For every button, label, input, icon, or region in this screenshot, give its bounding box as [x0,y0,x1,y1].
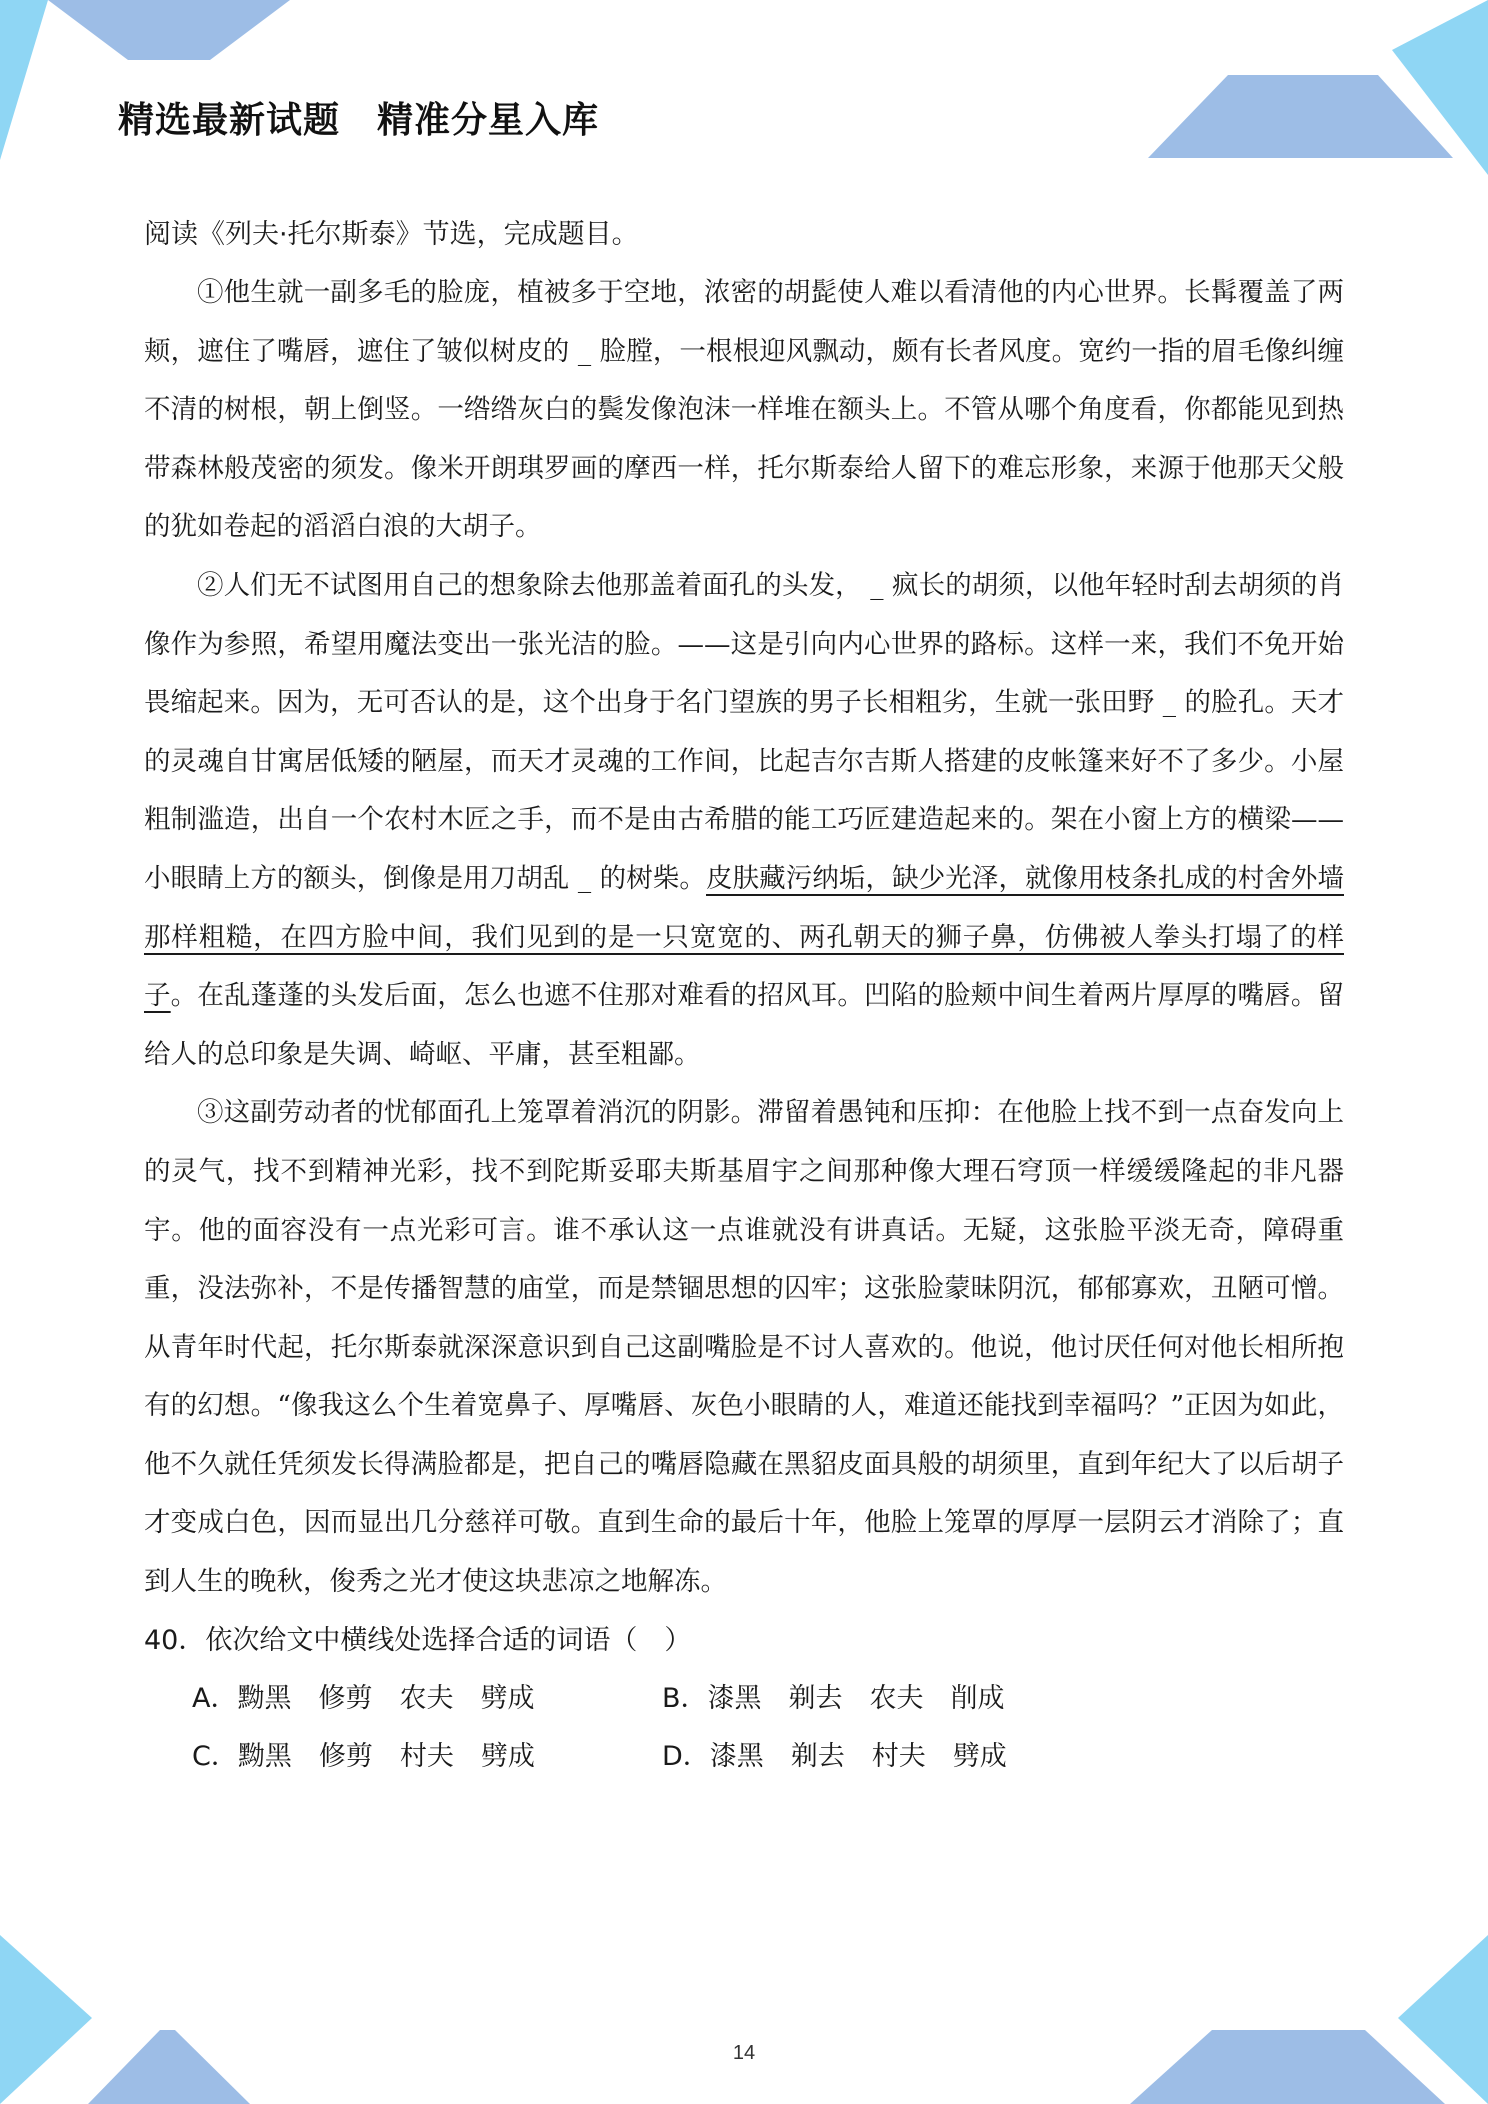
passage-paragraph-3: ③这副劳动者的忧郁面孔上笼罩着消沉的阴影。滞留着愚钝和压抑：在他脸上找不到一点奋发向上的灵气，找不到精神光彩，找不到陀斯妥耶夫斯基眉宇之间那种像大理石穹顶一样缓缓隆起的非凡器宇。他的面容没有一点光彩可言。谁不承认这一点谁就没有讲真话。无疑，这张脸平淡无奇，障碍重重，没法弥补，不是传播智慧的庙堂，而是禁锢思想的囚牢；这张脸蒙昧阴沉，郁郁寡欢，丑陋可憎。从青年时代起，托尔斯泰就深深意识到自己这副嘴脸是不讨人喜欢的。他说，他讨厌任何对他长相所抱有的幻想。“像我这么个生着宽鼻子、厚嘴唇、灰色小眼睛的人，难道还能找到幸福吗？”正因为如此，他不久就任凭须发长得满脸都是，把自己的嘴唇隐藏在黑貂皮面具般的胡须里，直到年纪大了以后胡子才变成白色，因而显出几分慈祥可敬。直到生命的最后十年，他脸上笼罩的厚厚一层阴云才消除了；直到人生的晚秋，俊秀之光才使这块悲凉之地解冻。 [144,1097,1344,1598]
top-right-triangle [1392,0,1488,175]
passage-paragraph-2 [144,557,1344,1084]
option-a: A．黝黑 修剪 农夫 劈成 [192,1682,535,1714]
top-left-triangle [0,0,48,160]
exam-content [144,206,1344,1786]
top-right-trapezoid [1148,75,1453,158]
option-b: B．漆黑 剃去 农夫 削成 [662,1682,1005,1714]
top-left-trapezoid [48,0,290,60]
page-header-title: 精选最新试题 精准分星入库 [118,100,600,141]
bottom-right-triangle [1398,1935,1488,2104]
underlined-sentence: 皮肤藏污纳垢，缺少光泽，就像用枝条扎成的村舍外墙那样粗糙，在四方脸中间，我们见到的是一只宽宽的、两孔朝天的狮子鼻，仿佛被人拳头打塌了的样子 [144,862,1344,1012]
paragraph-2-text: ②人们无不试图用自己的想象除去他那盖着面孔的头发， _ 疯长的胡须，以他年轻时刮去胡须的肖像作为参照，希望用魔法变出一张光洁的脸。——这是引向内心世界的路标。这样一来，我们不免开始畏缩起来。因为，无可否认的是，这个出身于名门望族的男子长相粗劣，生就一张田野 _ 的脸孔。天才的灵魂自甘寓居低矮的陋屋，而天才灵魂的工作间，比起吉尔吉斯人搭建的皮帐篷来好不了多少。小屋粗制滥造，出自一个农村木匠之手，而不是由古希腊的能工巧匠建造起来的。架在小窗上方的横梁——小眼睛上方的额头，倒像是用刀胡乱 _ 的树柴。 [144,569,1344,894]
question-40-options [144,1670,1344,1786]
question-40-stem: 40．依次给文中横线处选择合适的词语（ ） [144,1624,692,1656]
option-d: D．漆黑 剃去 村夫 劈成 [662,1740,1007,1772]
paragraph-2-text-end: 。在乱蓬蓬的头发后面，怎么也遮不住那对难看的招风耳。凹陷的脸颊中间生着两片厚厚的嘴唇。留给人的总印象是失调、崎岖、平庸，甚至粗鄙。 [144,980,1345,1070]
page-number: 14 [732,2042,756,2064]
reading-instruction: 阅读《列夫·托尔斯泰》节选，完成题目。 [144,219,639,250]
passage-paragraph-1: ①他生就一副多毛的脸庞，植被多于空地，浓密的胡髭使人难以看清他的内心世界。长髯覆盖了两颊，遮住了嘴唇，遮住了皱似树皮的 _ 脸膛，一根根迎风飘动，颇有长者风度。宽约一指的眉毛像纠缠不清的树根，朝上倒竖。一绺绺灰白的鬓发像泡沫一样堆在额头上。不管从哪个角度看，你都能见到热带森林般茂密的须发。像米开朗琪罗画的摩西一样，托尔斯泰给人留下的难忘形象，来源于他那天父般的犹如卷起的滔滔白浪的大胡子。 [144,277,1344,543]
option-c: C．黝黑 修剪 村夫 劈成 [192,1740,535,1772]
bottom-left-triangle [0,1935,92,2104]
